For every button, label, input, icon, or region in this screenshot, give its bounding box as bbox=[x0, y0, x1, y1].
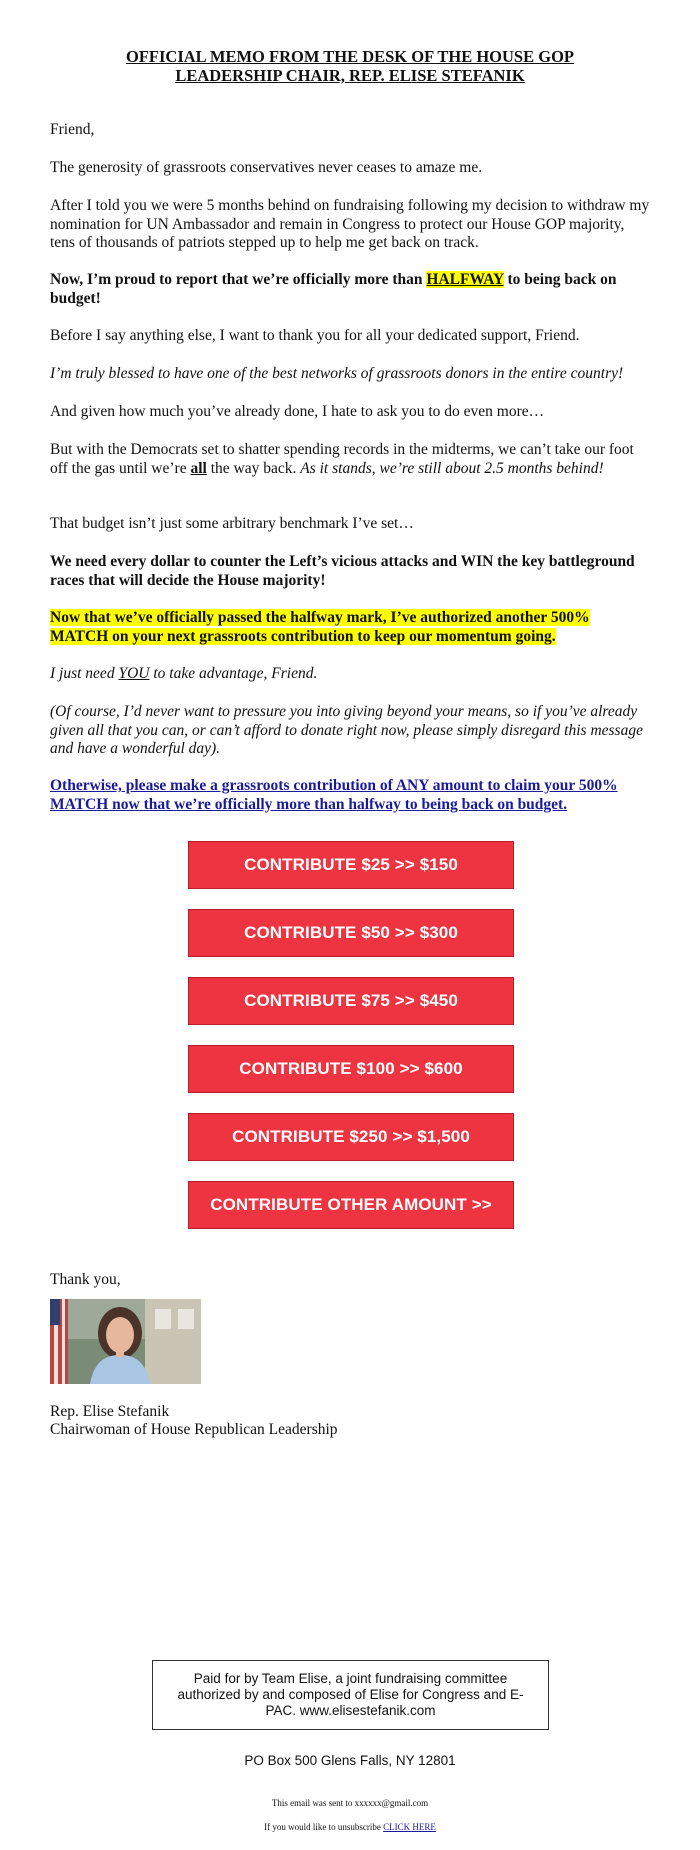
contribute-250-button[interactable]: CONTRIBUTE $250 >> $1,500 bbox=[188, 1113, 514, 1161]
signer-role: Chairwoman of House Republican Leadership bbox=[50, 1421, 338, 1438]
paragraph-contribution-link bbox=[50, 777, 650, 814]
still-behind-italic: As it stands, we’re still about 2.5 months behind! bbox=[300, 459, 604, 477]
paragraph-budget-benchmark: That budget isn’t just some arbitrary benchmark I’ve set… bbox=[50, 515, 414, 532]
halfway-text-after: to being back on budget! bbox=[50, 271, 617, 307]
signer-name: Rep. Elise Stefanik bbox=[50, 1403, 170, 1420]
sent-to-notice: This email was sent to xxxxxx@gmail.com bbox=[271, 1798, 429, 1808]
contribute-50-button[interactable]: CONTRIBUTE $50 >> $300 bbox=[188, 909, 514, 957]
democrats-text-after: the way back. bbox=[206, 459, 301, 477]
greeting: Friend, bbox=[50, 121, 95, 138]
you-emphasis: YOU bbox=[118, 665, 150, 682]
signature-photo bbox=[50, 1299, 201, 1384]
paragraph-every-dollar: We need every dollar to counter the Left’s vicious attacks and WIN the key battleground races that will decide the House majority! bbox=[50, 553, 635, 589]
memo-title-line2: LEADERSHIP CHAIR, REP. ELISE STEFANIK bbox=[175, 66, 525, 85]
contribute-100-button[interactable]: CONTRIBUTE $100 >> $600 bbox=[188, 1045, 514, 1093]
paragraph-blessed: I’m truly blessed to have one of the best networks of grassroots donors in the entire country! bbox=[50, 365, 624, 382]
paragraph-generosity: The generosity of grassroots conservatives never ceases to amaze me. bbox=[50, 159, 483, 176]
paragraph-thanks-support: Before I say anything else, I want to thank you for all your dedicated support, Friend. bbox=[50, 327, 580, 344]
contribution-link[interactable]: Otherwise, please make a grassroots contribution of ANY amount to claim your 500% MATCH now that we’re officially more than halfway to being back on budget. bbox=[50, 777, 618, 813]
contribute-other-amount-button[interactable]: CONTRIBUTE OTHER AMOUNT >> bbox=[188, 1181, 514, 1229]
paragraph-match-offer bbox=[50, 609, 650, 646]
halfway-text-before: Now, I’m proud to report that we’re officially more than bbox=[50, 271, 427, 288]
paragraph-democrats-spending bbox=[50, 441, 650, 478]
unsubscribe-line bbox=[0, 1822, 700, 1832]
paragraph-halfway bbox=[50, 271, 650, 308]
need-you-before: I just need bbox=[50, 665, 119, 682]
contribute-75-button[interactable]: CONTRIBUTE $75 >> $450 bbox=[188, 977, 514, 1025]
thank-you: Thank you, bbox=[50, 1271, 121, 1288]
halfway-highlight: HALFWAY bbox=[426, 271, 504, 288]
paid-for-disclaimer-box bbox=[152, 1660, 549, 1730]
paid-for-disclaimer: Paid for by Team Elise, a joint fundraising committee authorized by and composed of Elise for Congress and E-PAC. www.elisestefanik.com bbox=[177, 1671, 524, 1718]
all-emphasis: all bbox=[190, 459, 207, 477]
unsubscribe-text: If you would like to unsubscribe bbox=[264, 1822, 384, 1832]
unsubscribe-link[interactable]: CLICK HERE bbox=[383, 1822, 436, 1832]
need-you-after: to take advantage, Friend. bbox=[149, 665, 318, 682]
democrats-text-before: But with the Democrats set to shatter spending records in the midterms, we can’t take our foot off the gas until we’re bbox=[50, 441, 634, 477]
paragraph-disclaimer-pressure: (Of course, I’d never want to pressure you into giving beyond your means, so if you’ve already given all that you can, or can’t afford to donate right now, please simply disregard this message and have a wonderful day). bbox=[50, 703, 643, 757]
contribute-25-button[interactable]: CONTRIBUTE $25 >> $150 bbox=[188, 841, 514, 889]
mailing-address: PO Box 500 Glens Falls, NY 12801 bbox=[244, 1753, 456, 1768]
paragraph-hate-to-ask: And given how much you’ve already done, I hate to ask you to do even more… bbox=[50, 403, 545, 420]
memo-title-line1: OFFICIAL MEMO FROM THE DESK OF THE HOUSE GOP bbox=[126, 47, 574, 66]
paragraph-behind-fundraising: After I told you we were 5 months behind on fundraising following my decision to withdraw my nomination for UN Ambassador and remain in Congress to protect our House GOP majority, tens of thousands of patriots stepped up to help me get back on track. bbox=[50, 197, 650, 251]
memo-title bbox=[60, 47, 640, 85]
match-offer-highlight: Now that we’ve officially passed the halfway mark, I’ve authorized another 500% MATCH on your next grassroots contribution to keep our momentum going. bbox=[50, 609, 590, 645]
paragraph-need-you bbox=[50, 665, 650, 684]
